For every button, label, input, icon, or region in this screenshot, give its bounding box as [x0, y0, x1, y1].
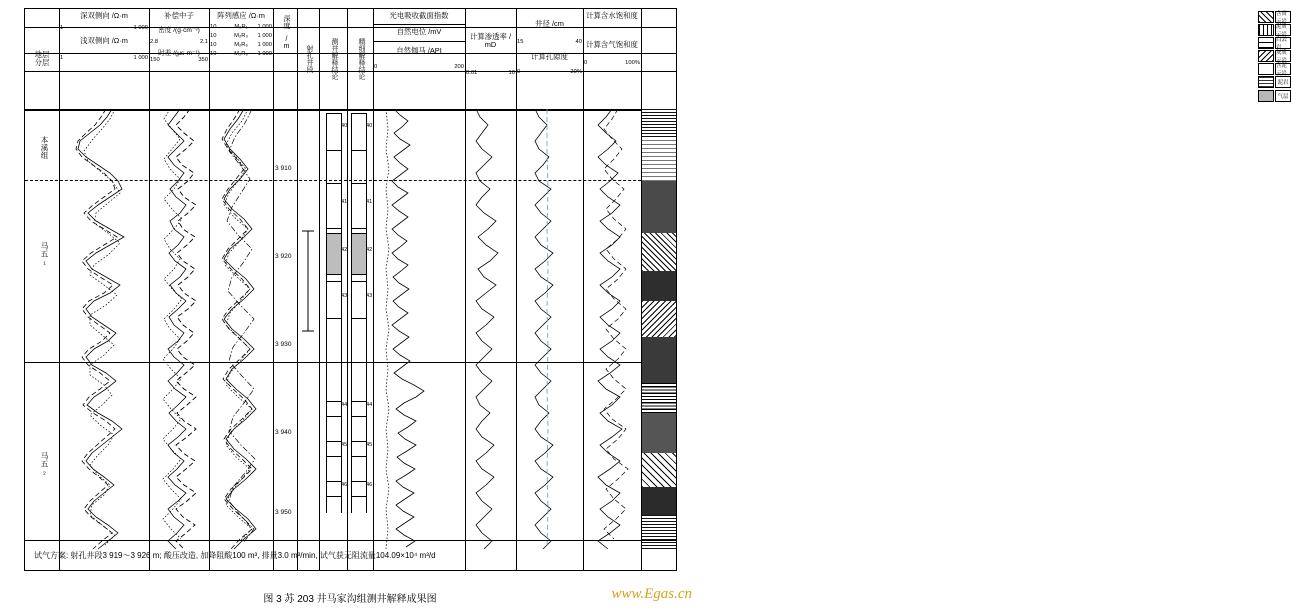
- litho-bed-1: [642, 109, 676, 137]
- track-fine-interp: [348, 109, 373, 549]
- fine-bed-40: [351, 113, 367, 151]
- track-deep-shallow-res: [60, 109, 149, 549]
- legend-swatch-1: [1258, 11, 1274, 23]
- fine-bed-45-label: 45: [366, 442, 373, 448]
- legend-swatch-2: [1258, 24, 1274, 36]
- header-sg-label: 计算含气饱和度: [586, 40, 638, 50]
- header-perforation: [297, 9, 319, 109]
- track-sp-gr: [374, 109, 465, 549]
- legend-label-5: 含泥云岩: [1275, 63, 1291, 75]
- header-dt-label: 时差 /(μs·m⁻¹): [158, 49, 200, 57]
- legend-swatch-5: [1258, 63, 1274, 75]
- legend-label-6: 泥岩: [1275, 76, 1291, 88]
- log-bed-46: [326, 481, 342, 497]
- track-perforation: [298, 109, 319, 549]
- header-depth: [273, 9, 297, 109]
- litho-bed-6: [642, 301, 676, 337]
- header-perm-label-1: 计算渗透率 /: [469, 32, 512, 41]
- depth-tick-3930: 3 930: [275, 341, 292, 348]
- header-neutron-label: 补偿中子: [164, 11, 194, 20]
- axis-density: 2.8 2.1: [150, 38, 208, 45]
- depth-tick-3910: 3 910: [275, 165, 292, 172]
- log-bed-41: [326, 183, 342, 229]
- litho-bed-3: [642, 181, 676, 233]
- header-shallow-res-label: 浅双侧向 /Ω·m: [80, 36, 128, 46]
- legend-label-2: 泥质云岩: [1275, 24, 1291, 36]
- log-bed-46-label: 46: [341, 482, 348, 488]
- header-caliper-label: 井径 /cm: [535, 19, 564, 28]
- header-gr-label: 自然伽马 /API: [396, 46, 442, 56]
- header-lithology-legend: [641, 9, 1289, 109]
- litho-bed-11: [642, 487, 676, 515]
- track-induction: [210, 109, 273, 549]
- axis-induction-4: 10 M₂R₉ 1 000: [210, 51, 272, 58]
- header-induction-label: 阵列感应 /Ω·m: [217, 11, 265, 20]
- header-sp-gr: [373, 9, 465, 109]
- litho-bed-8: [642, 383, 676, 413]
- header-depth-label: 深度 /m: [283, 15, 290, 50]
- fine-bed-40-label: 40: [366, 123, 373, 129]
- litho-bed-9: [642, 413, 676, 453]
- log-bed-45: [326, 441, 342, 457]
- log-bed-44-label: 44: [341, 402, 348, 408]
- track-caliper-porosity: [517, 109, 583, 549]
- header-perforation-label: 射孔井段: [306, 45, 313, 73]
- log-bed-40: [326, 113, 342, 151]
- legend-label-3: 白云岩: [1275, 37, 1291, 49]
- fine-bed-41: [351, 183, 367, 229]
- litho-bed-10: [642, 453, 676, 487]
- fine-bed-45: [351, 441, 367, 457]
- header-sw-label: 计算含水饱和度: [586, 11, 638, 20]
- log-bed-40-label: 40: [341, 123, 348, 129]
- fine-bed-46: [351, 481, 367, 497]
- track-lithology: [642, 109, 676, 549]
- litho-bed-7: [642, 337, 676, 383]
- axis-dt: 150 350: [150, 57, 208, 64]
- legend-label-4: 灰质云岩: [1275, 50, 1291, 62]
- legend-label-7: 气层: [1275, 90, 1291, 102]
- axis-deep-res: 1 1 000: [60, 25, 148, 32]
- header-log-interp-label: 测井解释结论: [331, 38, 338, 80]
- log-plot-frame: [24, 8, 1289, 571]
- header-saturation: [583, 9, 641, 109]
- strata-label-mawu1: 马五₁: [40, 241, 49, 267]
- legend-swatch-6: [1258, 76, 1274, 88]
- figure-caption: 图 3 苏 203 井马家沟组测井解释成果图: [263, 594, 437, 605]
- depth-tick-3940: 3 940: [275, 429, 292, 436]
- legend-swatch-4: [1258, 50, 1274, 62]
- header-permeability: [465, 9, 516, 109]
- header-deep-res-label: 深双侧向 /Ω·m: [80, 11, 128, 20]
- header-pe-label: 光电吸收截面指数: [389, 11, 449, 20]
- header-fine-interp-label: 精细解释结论: [358, 38, 365, 80]
- header-deep-shallow-res: [59, 9, 149, 109]
- log-bed-45-label: 45: [341, 442, 348, 448]
- log-bed-44: [326, 401, 342, 417]
- fine-bed-43-label: 43: [366, 293, 373, 299]
- header-caliper-porosity: [516, 9, 583, 109]
- legend-swatch-7: [1258, 90, 1274, 102]
- header-perm-label-2: mD: [484, 40, 497, 50]
- axis-saturation: 0 100%: [584, 59, 640, 66]
- header-neutron: [149, 9, 209, 109]
- watermark: www.Egas.cn: [611, 586, 692, 602]
- axis-gr: 0 200: [374, 63, 464, 70]
- header-porosity-label: 计算孔隙度: [531, 52, 568, 62]
- litho-bed-4: [642, 233, 676, 271]
- header-fine-interp: [347, 9, 373, 109]
- strata-label-benxi: 本溪组: [40, 135, 49, 159]
- log-bed-42-label: 42: [341, 247, 348, 253]
- fine-bed-42-label: 42: [366, 247, 373, 253]
- legend-swatch-3: [1258, 37, 1274, 49]
- axis-induction-1: 10 M₂R₁ 1 000: [210, 24, 272, 31]
- fine-bed-42: [351, 233, 367, 275]
- track-permeability: [466, 109, 516, 549]
- sp-subbox: [373, 24, 465, 42]
- legend-label-1: 含膏云岩: [1275, 11, 1291, 23]
- depth-scale: [274, 109, 297, 549]
- test-program-note: 试气方案: 射孔井段3 919～3 926 m; 酸压改造, 加降阻酸100 m³, 排量3.0 m³/min, 试气获无阻流量104.09×10⁴ m³/d: [34, 551, 436, 560]
- fine-bed-44: [351, 401, 367, 417]
- log-bed-42: [326, 233, 342, 275]
- track-log-interp: [320, 109, 347, 549]
- test-program-note-box: [24, 540, 677, 571]
- header-density-label: 密度 /(g·cm⁻³): [158, 27, 200, 35]
- header-log-interp: [319, 9, 347, 109]
- fine-bed-43: [351, 281, 367, 319]
- strata-label-mawu2: 马五₂: [40, 451, 49, 477]
- depth-tick-3950: 3 950: [275, 509, 292, 516]
- axis-porosity: 0 20%: [517, 68, 582, 75]
- log-bed-41-label: 41: [341, 199, 348, 205]
- log-bed-43: [326, 281, 342, 319]
- header-induction: [209, 9, 273, 109]
- track-neutron-density: [150, 109, 209, 549]
- log-bed-43-label: 43: [341, 293, 348, 299]
- litho-bed-5: [642, 271, 676, 301]
- axis-caliper: 15 40: [517, 39, 582, 46]
- fine-bed-44-label: 44: [366, 402, 373, 408]
- header-strata: 地层 分层: [34, 49, 50, 67]
- fine-bed-41-label: 41: [366, 199, 373, 205]
- axis-perm: 0.01 10: [466, 69, 515, 76]
- axis-induction-2: 10 M₂R₃ 1 000: [210, 33, 272, 40]
- axis-shallow-res: 1 1 000: [60, 54, 148, 61]
- depth-tick-3920: 3 920: [275, 253, 292, 260]
- litho-bed-2: [642, 137, 676, 181]
- fine-bed-46-label: 46: [366, 482, 373, 488]
- track-saturation: [584, 109, 641, 549]
- header-sp-label: 自然电位 /mV: [396, 27, 442, 37]
- axis-induction-3: 10 M₂R₆ 1 000: [210, 42, 272, 49]
